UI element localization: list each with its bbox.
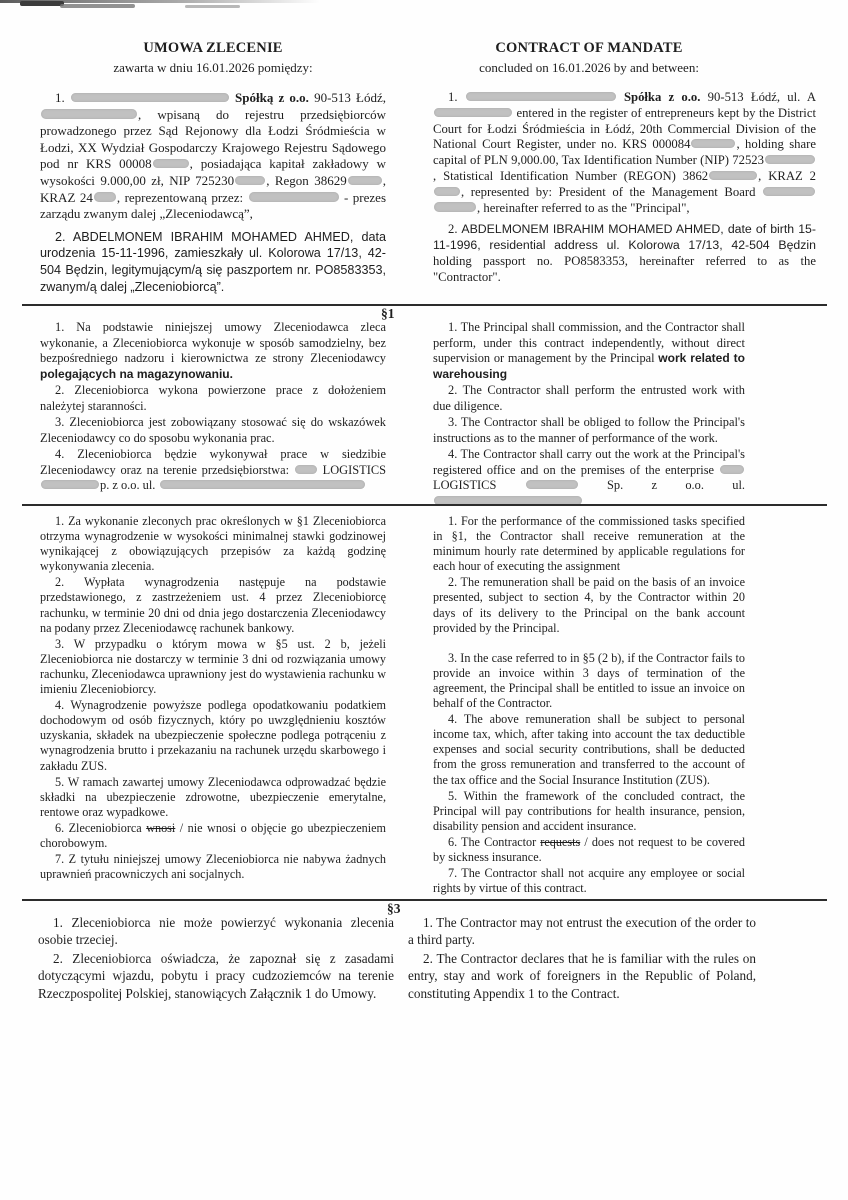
text-run: wnosi [146, 820, 176, 835]
redaction-bar [41, 109, 137, 118]
paragraph [433, 415, 745, 446]
text-run: , KRAZ 24 [40, 172, 386, 205]
text-run: 1. [448, 90, 465, 104]
redaction-bar [94, 192, 116, 201]
polish-document-title: UMOWA ZLECENIE [143, 40, 283, 56]
section-2-english-column [433, 514, 745, 896]
text-run: / nie wnosi o objęcie go ubezpieczeniem chorobowym. [40, 820, 386, 850]
paragraph [433, 866, 745, 896]
text-run: 7. The Contractor shall not acquire any employee or social rights by virtue of this contract. [433, 866, 745, 896]
section-divider [22, 899, 827, 901]
text-run: 7. Z tytułu niniejszej umowy Zleceniobiorca nie nabywa żadnych uprawnień pracowniczych ani socjalnych. [40, 852, 386, 882]
text-run: Spółką z o.o. [229, 90, 315, 105]
text-run: 2. [448, 222, 462, 237]
text-run: LOGISTICS [317, 462, 386, 477]
text-run: 1. Za wykonanie zleconych prac określonych w §1 Zleceniobiorca otrzyma wynagrodzenie w wysokości minimalnej stawki godzinowej wynikającej z obowiązujących przepisów za każdą godzinę wykonywania zlecenia. [40, 514, 386, 574]
polish-header [40, 40, 386, 76]
text-run: , holding share capital of PLN 9,000.00, Tax Identification Number (NIP) 72523 [433, 137, 816, 168]
redaction-bar [709, 171, 757, 180]
redaction-bar [763, 187, 815, 196]
paragraph [38, 950, 394, 1002]
paragraph [40, 514, 386, 574]
text-run: , KRAZ 2 [758, 168, 816, 183]
text-run: 1. For the performance of the commissioned tasks specified in §1, the Contractor shall receive remuneration at the minimum hourly rate determined by applicable regulations for each hour of executing the assignment [433, 514, 745, 574]
text-run: 3. The Contractor shall be obliged to follow the Principal's instructions as to the manner of performance of the work. [433, 415, 745, 445]
paragraph [433, 222, 816, 285]
text-run: , Statistical Identification Number (REGON) 3862 [433, 168, 709, 183]
text-run: requests [540, 834, 581, 849]
redaction-bar [153, 159, 189, 168]
text-run: 3. In the case referred to in §5 (2 b), if the Contractor fails to provide an invoice within 3 days of termination of the agreement, the Principal shall be entitled to issue an invoice on behalf of the Contractor. [433, 650, 745, 711]
section-1-label: §1 [381, 306, 395, 321]
text-run: 5. W ramach zawartej umowy Zleceniodawca odprowadzać będzie składki na ubezpieczenie zdrowotne, ubezpieczenie emerytalne, rentowe oraz wypadkowe. [40, 774, 386, 819]
paragraph [40, 821, 386, 851]
text-run: 1. Na podstawie niniejszej umowy Zleceniodawca zleca wykonanie, a Zleceniobiorca wykonuje w sposób samodzielny, bez bezpośredniego nadzoru i kierownictwa ze strony Zleceniodawcy [40, 320, 386, 365]
paragraph [40, 229, 386, 295]
paragraph [433, 575, 745, 635]
text-run: , wpisaną do rejestru przedsiębiorców prowadzonego przez Sąd Rejonowy dla Łodzi Śródmieścia w Łodzi, XX Wydział Gospodarczy Krajowego Rejestru Sądowego pod nr KRS 00008 [40, 106, 386, 172]
text-run: 2. Wypłata wynagrodzenia następuje na podstawie przedstawionego, z zastrzeżeniem ust. 4 przez Zleceniobiorcę rachunku, w terminie 20 dni od dnia jego dostarczenia Zleceniodawcy na podany przez Zleceniodawcę rachunek bankowy. [40, 575, 386, 635]
redaction-bar [765, 155, 815, 164]
redaction-bar [434, 187, 460, 196]
section-2-polish-column [40, 514, 386, 882]
text-run: Sp. z o.o. ul. [578, 478, 745, 492]
paragraph [408, 950, 756, 1002]
section-divider [22, 304, 827, 306]
paragraph [433, 789, 745, 834]
section-3-label: §3 [387, 901, 401, 916]
paragraph [433, 712, 745, 787]
text-run: 4. Wynagrodzenie powyższe podlega opodatkowaniu podatkiem dochodowym od osób fizycznych, który po uwzględnieniu kosztów uzyskania, składek na ubezpieczenie społeczne podlega potrąceniu z wynagrodzenia brutto i przekazaniu na rachunek urzędu skarbowego i zakładu ZUS. [40, 698, 386, 773]
text-run: 6. The Contractor [448, 834, 541, 849]
text-run: ABDELMONEM IBRAHIM MOHAMED AHMED, date of birth 15-11-1996, residential address ul. Kolorowa 17/13, 42-504 Będzin [433, 222, 816, 253]
text-run: 2. The Contractor shall perform the entrusted work with due diligence. [433, 383, 745, 413]
paragraph [38, 914, 394, 949]
text-run: 1. The Contractor may not entrust the execution of the order to a third party. [408, 915, 756, 948]
paragraph [40, 775, 386, 820]
text-run: 2. The remuneration shall be paid on the basis of an invoice presented, subject to section 4, by the Contractor within 20 days of its delivery to the Principal on the bank account provided by the Principal. [433, 575, 745, 635]
redaction-bar [348, 176, 382, 185]
text-run: 2. The Contractor declares that he is familiar with the rules on entry, stay and work of foreigners in the Republic of Poland, constituting Appendix 1 to the Contract. [408, 950, 756, 1001]
paragraph [433, 383, 745, 414]
text-run: , posiadająca kapitał zakładowy w wysokości 9.000,00 zł, NIP 725230 [40, 156, 386, 188]
paragraph [40, 575, 386, 635]
text-run: 2. Zleceniobiorca oświadcza, że zapoznał się z zasadami dotyczącymi wjazdu, pobytu i pracy cudzoziemców na terenie Rzeczpospolitej Polskiej, stanowiących Załącznik 1 do Umowy. [38, 950, 394, 1001]
section-3-english-column [408, 914, 756, 1002]
paragraph [40, 637, 386, 697]
paragraph [433, 447, 745, 509]
paragraph [40, 415, 386, 446]
section-1-polish-column [40, 320, 386, 494]
scan-edge-mark [20, 1, 64, 6]
text-run: 1. [55, 90, 70, 105]
text-run: 5. Within the framework of the concluded contract, the Principal will pay contributions for health insurance, pension, disability pension and accident insurance. [433, 788, 745, 833]
paragraph [433, 514, 745, 574]
parties-english-column [433, 90, 816, 286]
paragraph [408, 914, 756, 949]
text-run: 6. Zleceniobiorca [55, 820, 147, 835]
section-1-english-column [433, 320, 745, 509]
text-run: , Regon 38629 [266, 172, 347, 188]
paragraph [40, 447, 386, 494]
text-run: , reprezentowaną przez: [116, 189, 248, 205]
paragraph [40, 90, 386, 223]
paragraph [40, 383, 386, 414]
paragraph [433, 651, 745, 711]
text-run: 90-513 Łódź, [314, 90, 386, 105]
text-run: / does not request to be covered by sickness insurance. [433, 834, 745, 864]
redaction-bar [434, 108, 512, 117]
section-divider [22, 504, 827, 506]
text-run: 3. Zleceniobiorca jest zobowiązany stosować się do wskazówek Zleceniodawcy co do sposobu wykonania prac. [40, 415, 386, 445]
english-document-subtitle: concluded on 16.01.2026 by and between: [479, 60, 699, 75]
paragraph [433, 320, 745, 382]
section-3-polish-column [38, 914, 394, 1002]
redaction-bar [466, 92, 616, 101]
paragraph [433, 835, 745, 865]
text-run: 4. The above remuneration shall be subject to personal income tax, which, after taking into account the tax deductible expenses and social security contributions, shall be deducted from the gross remuneration and transferred to the account of the tax office and the Social Insurance Institution (ZUS). [433, 712, 745, 787]
english-document-title: CONTRACT OF MANDATE [495, 40, 683, 56]
redaction-bar [235, 176, 265, 185]
redaction-bar [160, 480, 365, 489]
text-run: holding passport no. PO8583353, hereinafter referred to as the "Contractor". [433, 253, 816, 284]
text-run: LOGISTICS [433, 478, 525, 492]
text-run: p. z o.o. ul. [100, 478, 159, 492]
text-run: entered in the register of entrepreneurs kept by the District Court for Łodzi Śródmieścia in Łódź, 20th Commercial Division of the National Court Register, under no. KRS 000084 [433, 105, 816, 152]
redaction-bar [71, 93, 229, 102]
redaction-bar [249, 192, 339, 201]
text-run: 1. The Principal shall commission, and the Contractor shall perform, under this contract independently, without direct supervision or management by the Principal [433, 320, 745, 365]
text-run: - prezes zarządu zwanym dalej „Zleceniodawcą”, [40, 189, 387, 222]
paragraph [40, 698, 386, 773]
redaction-bar [691, 139, 735, 148]
redaction-bar [526, 480, 578, 489]
text-run: 2. Zleceniobiorca wykona powierzone prace z dołożeniem należytej staranności. [40, 383, 386, 413]
scan-edge-mark [185, 5, 240, 8]
text-run: , represented by: President of the Management Board [461, 184, 762, 199]
text-run: 4. Zleceniobiorca będzie wykonywał prace w siedzibie Zleceniodawcy oraz na terenie przedsiębiorstwa: [40, 447, 386, 477]
text-run: , hereinafter referred to as the "Principal", [477, 200, 690, 215]
text-run: 3. W przypadku o którym mowa w §5 ust. 2 b, jeżeli Zleceniobiorca nie dostarczy w terminie 3 dni od rozwiązania umowy rachunku, Zleceniodawca uprawniony jest do wystawienia rachunku w imieniu Zleceniobiorcy. [40, 636, 386, 697]
paragraph [433, 90, 816, 216]
text-run: 90-513 Łódź, ul. A [707, 90, 816, 104]
scan-edge-mark [60, 4, 135, 8]
text-run: 2. ABDELMONEM IBRAHIM MOHAMED AHMED, data urodzenia 15-11-1996, zamieszkały ul. Kolorowa 17/13, 42-504 Będzin, legitymującym/ą się paszportem nr. PO8583353, zwanym/ą dalej „Zleceniobiorcą”. [40, 229, 386, 294]
text-run: Spółka z o.o. [616, 90, 708, 104]
text-run: work related to warehousing [433, 351, 745, 381]
paragraph [40, 320, 386, 382]
text-run: 1. Zleceniobiorca nie może powierzyć wykonania zlecenia osobie trzeciej. [38, 915, 394, 948]
redaction-bar [41, 480, 99, 489]
redaction-bar [720, 465, 744, 474]
polish-document-subtitle: zawarta w dniu 16.01.2026 pomiędzy: [113, 60, 313, 75]
text-run: 4. The Contractor shall carry out the work at the Principal's registered office and on the premises of the enterprise [433, 447, 745, 477]
text-run: polegających na magazynowaniu. [40, 366, 233, 381]
redaction-bar [295, 465, 317, 474]
redaction-bar [434, 202, 476, 211]
parties-polish-column [40, 90, 386, 295]
english-header [433, 40, 745, 76]
paragraph [40, 852, 386, 882]
